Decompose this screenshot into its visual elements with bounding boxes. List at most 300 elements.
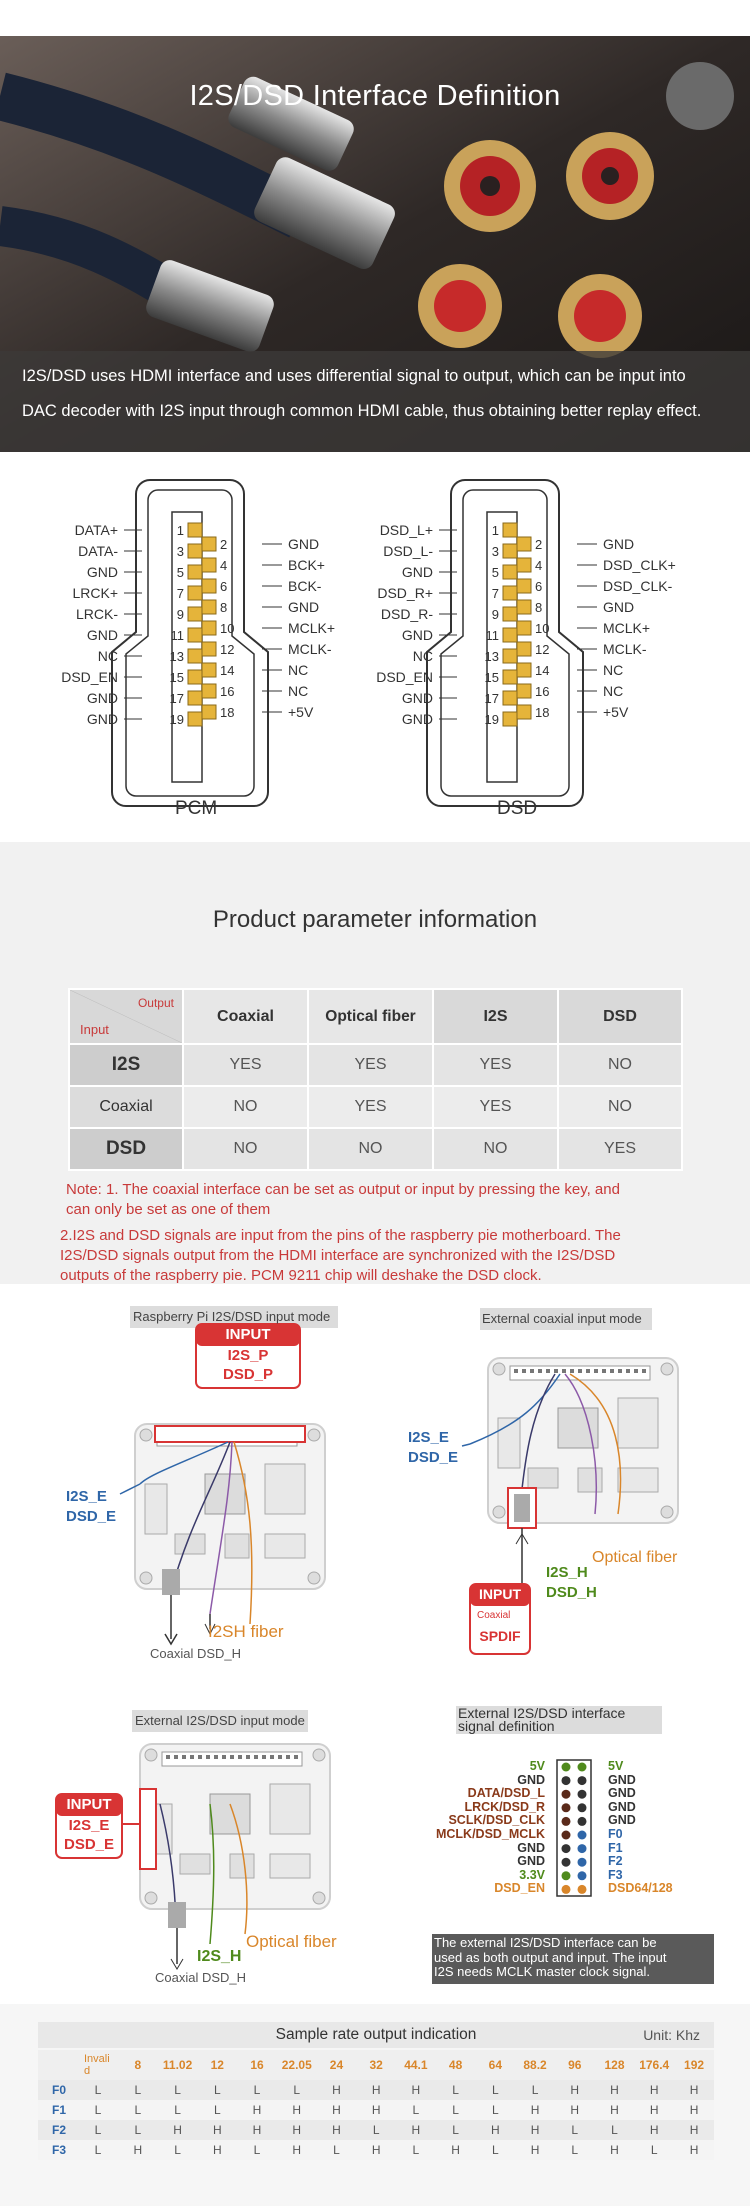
dsd-pin bbox=[517, 684, 531, 698]
pcm-right-signal: GND bbox=[288, 599, 320, 615]
note-line: outputs of the raspberry pie. PCM 9211 chip will deshake the DSD clock. bbox=[60, 1267, 542, 1284]
diagram4-left-signals bbox=[380, 1760, 545, 1896]
header-pin-dot bbox=[562, 1790, 571, 1799]
table-cell: H bbox=[118, 2140, 158, 2160]
table-cell: YES bbox=[308, 1044, 433, 1086]
header-pin-dot bbox=[578, 1763, 587, 1772]
hero-description bbox=[0, 351, 750, 452]
dsd-pin-number: 8 bbox=[535, 600, 543, 615]
column-header: 88.2 bbox=[515, 2050, 555, 2080]
pcm-left-signal: DATA+ bbox=[74, 522, 118, 538]
dsd-pin-number: 15 bbox=[484, 670, 499, 685]
column-header: 176.4 bbox=[634, 2050, 674, 2080]
dsd-pin bbox=[517, 663, 531, 677]
corner-output-label: Output bbox=[137, 996, 174, 1010]
hdmi-pinout-diagrams bbox=[0, 452, 750, 842]
diagram2-dsd-h: DSD_H bbox=[546, 1584, 597, 1601]
header-pin-dot bbox=[562, 1803, 571, 1812]
header-pin-dot bbox=[562, 1817, 571, 1826]
diagram1-fiber-label: I2SH fiber bbox=[208, 1622, 284, 1641]
table-cell: H bbox=[396, 2120, 436, 2140]
table-cell: H bbox=[356, 2140, 396, 2160]
table-cell: H bbox=[515, 2120, 555, 2140]
header-pin-dot bbox=[578, 1817, 587, 1826]
column-header: 96 bbox=[555, 2050, 595, 2080]
dsd-pin-number: 1 bbox=[491, 523, 499, 538]
header-pin-dot bbox=[562, 1763, 571, 1772]
table-cell: H bbox=[277, 2100, 317, 2120]
pcm-left-signal: GND bbox=[86, 690, 118, 706]
table-row bbox=[38, 2120, 714, 2140]
table-cell: H bbox=[158, 2120, 198, 2140]
dsd-pin-number: 17 bbox=[484, 691, 499, 706]
rates-title: Sample rate output indication bbox=[275, 2026, 477, 2043]
signal-label: GND bbox=[517, 1854, 545, 1869]
connection-diagrams-art bbox=[0, 1284, 750, 2004]
diagram2-input-spdif: SPDIF bbox=[479, 1628, 521, 1644]
table-cell: H bbox=[436, 2140, 476, 2160]
dsd-pin bbox=[517, 600, 531, 614]
table-cell: H bbox=[555, 2080, 595, 2100]
pcm-pin bbox=[202, 621, 216, 635]
connection-diagrams-section bbox=[0, 1284, 750, 2004]
pcm-left-signal: NC bbox=[97, 648, 118, 664]
table-cell: L bbox=[158, 2140, 198, 2160]
pcm-pin-number: 4 bbox=[220, 558, 228, 573]
table-row bbox=[38, 2140, 714, 2160]
pcm-right-signal: BCK- bbox=[288, 578, 322, 594]
table-cell: NO bbox=[433, 1128, 558, 1170]
table-cell: H bbox=[515, 2100, 555, 2120]
note-line: Note: 1. The coaxial interface can be set as output or input by pressing the key, and bbox=[66, 1181, 620, 1198]
params-title: Product parameter information bbox=[212, 906, 538, 933]
dsd-pin-number: 13 bbox=[484, 649, 499, 664]
column-header: I2S bbox=[433, 989, 558, 1044]
pcm-pin-number: 14 bbox=[220, 663, 235, 678]
note-1 bbox=[66, 1180, 676, 1220]
header-line: Invali bbox=[84, 2053, 110, 2065]
pcm-pin-number: 6 bbox=[220, 579, 228, 594]
table-cell: L bbox=[475, 2080, 515, 2100]
diagram2-input-sub: Coaxial bbox=[477, 1610, 511, 1621]
table-row bbox=[38, 2080, 714, 2100]
dsd-right-signal: GND bbox=[603, 536, 635, 552]
signal-label: F1 bbox=[608, 1840, 623, 1855]
pcm-pin-number: 13 bbox=[169, 649, 184, 664]
header-pin-dot bbox=[562, 1776, 571, 1785]
row-header: F0 bbox=[38, 2080, 78, 2100]
diagram3-title: External I2S/DSD input mode bbox=[135, 1713, 305, 1728]
table-cell: YES bbox=[308, 1086, 433, 1128]
dsd-pin bbox=[503, 628, 517, 642]
header-pin-dot bbox=[578, 1871, 587, 1880]
column-header: 16 bbox=[237, 2050, 277, 2080]
signal-label: 5V bbox=[529, 1759, 545, 1773]
table-cell: L bbox=[475, 2140, 515, 2160]
table-cell: YES bbox=[183, 1044, 308, 1086]
signal-label: DSD64/128 bbox=[608, 1881, 673, 1896]
column-header: 24 bbox=[317, 2050, 357, 2080]
signal-label: 5V bbox=[608, 1759, 624, 1773]
table-cell: L bbox=[436, 2100, 476, 2120]
table-cell: H bbox=[237, 2100, 277, 2120]
table-cell: L bbox=[634, 2140, 674, 2160]
column-header: 32 bbox=[356, 2050, 396, 2080]
dsd-pin bbox=[517, 579, 531, 593]
dsd-pin bbox=[503, 523, 517, 537]
pcm-pin bbox=[188, 544, 202, 558]
pcm-right-signal: GND bbox=[288, 536, 320, 552]
diagram3-coax-label: Coaxial DSD_H bbox=[155, 1970, 247, 1985]
diagram4-note-line: used as both output and input. The input bbox=[434, 1949, 667, 1965]
dsd-connector bbox=[376, 480, 676, 806]
pcm-pin bbox=[188, 691, 202, 705]
diagram1-input-i2s: I2S_P bbox=[227, 1347, 269, 1364]
table-cell: H bbox=[356, 2100, 396, 2120]
pcm-pin bbox=[202, 558, 216, 572]
dsd-left-signal: NC bbox=[412, 648, 433, 664]
pcm-right-signal: +5V bbox=[288, 704, 314, 720]
pcm-pin bbox=[202, 600, 216, 614]
pcm-pin-number: 5 bbox=[176, 565, 184, 580]
row-header: F2 bbox=[38, 2120, 78, 2140]
corner-input-label: Input bbox=[80, 1022, 109, 1037]
dsd-pin bbox=[503, 649, 517, 663]
row-header: DSD bbox=[69, 1128, 183, 1170]
table-cell: H bbox=[317, 2080, 357, 2100]
dsd-pin-number: 12 bbox=[535, 642, 550, 657]
pcm-left-signal: GND bbox=[86, 627, 118, 643]
table-cell: H bbox=[277, 2140, 317, 2160]
dsd-pin-number: 4 bbox=[535, 558, 543, 573]
table-cell: H bbox=[515, 2140, 555, 2160]
dsd-pin-number: 16 bbox=[535, 684, 550, 699]
diagram2-output-i2s: I2S_E bbox=[408, 1429, 449, 1446]
header-pin-dot bbox=[578, 1803, 587, 1812]
dsd-pin-number: 18 bbox=[535, 705, 550, 720]
row-header: I2S bbox=[69, 1044, 183, 1086]
diagram4-note-line: I2S needs MCLK master clock signal. bbox=[434, 1964, 651, 1979]
dsd-pin bbox=[503, 565, 517, 579]
dsd-pin-number: 7 bbox=[491, 586, 499, 601]
table-cell: YES bbox=[558, 1128, 682, 1170]
column-header: 64 bbox=[475, 2050, 515, 2080]
column-header: 8 bbox=[118, 2050, 158, 2080]
pcm-pin bbox=[202, 663, 216, 677]
dsd-left-signal: DSD_EN bbox=[376, 669, 433, 685]
diagram1-input-dsd: DSD_P bbox=[222, 1366, 274, 1383]
diagram1-output-i2s: I2S_E bbox=[66, 1488, 107, 1505]
table-cell: L bbox=[555, 2120, 595, 2140]
diagram4-title bbox=[458, 1707, 625, 1733]
table-cell: L bbox=[78, 2100, 118, 2120]
table-cell: NO bbox=[308, 1128, 433, 1170]
pcm-pin bbox=[202, 684, 216, 698]
pcm-pin-number: 12 bbox=[220, 642, 235, 657]
table-cell: L bbox=[515, 2080, 555, 2100]
diagram4-title-line: signal definition bbox=[458, 1718, 555, 1734]
table-cell: L bbox=[436, 2120, 476, 2140]
hero-banner bbox=[0, 36, 750, 452]
hero-description-line: I2S/DSD uses HDMI interface and uses differential signal to output, which can be input into bbox=[22, 367, 686, 385]
header-pin-dot bbox=[562, 1844, 571, 1853]
signal-label: MCLK/DSD_MCLK bbox=[435, 1826, 545, 1841]
table-row bbox=[38, 2050, 714, 2080]
table-cell: H bbox=[634, 2120, 674, 2140]
diagram3-fiber-label: Optical fiber bbox=[246, 1932, 337, 1951]
dsd-pin bbox=[503, 586, 517, 600]
table-cell: L bbox=[436, 2080, 476, 2100]
sample-rate-table bbox=[38, 2050, 714, 2160]
parameter-table bbox=[68, 988, 683, 1171]
table-cell: L bbox=[396, 2140, 436, 2160]
pcm-pin-number: 16 bbox=[220, 684, 235, 699]
column-header: 11.02 bbox=[158, 2050, 198, 2080]
dsd-right-signal: DSD_CLK- bbox=[603, 578, 673, 594]
dsd-pin-number: 11 bbox=[485, 628, 499, 643]
dsd-pin bbox=[517, 558, 531, 572]
diagram2-output-dsd: DSD_E bbox=[408, 1449, 459, 1466]
table-cell: L bbox=[595, 2120, 635, 2140]
pcm-pin-number: 3 bbox=[176, 544, 184, 559]
rates-unit: Unit: Khz bbox=[643, 2027, 700, 2043]
diagram1-input-label: INPUT bbox=[225, 1326, 271, 1343]
diagram3-input-i2s: I2S_E bbox=[68, 1817, 110, 1834]
pcm-right-signal: MCLK+ bbox=[288, 620, 336, 636]
diagram1-title: Raspberry Pi I2S/DSD input mode bbox=[133, 1309, 331, 1324]
column-header: 192 bbox=[674, 2050, 714, 2080]
dsd-pin bbox=[503, 691, 517, 705]
signal-label: GND bbox=[608, 1786, 636, 1801]
diagram3-input-label: INPUT bbox=[66, 1796, 112, 1813]
pcm-pin-number: 17 bbox=[169, 691, 184, 706]
table-cell: L bbox=[158, 2100, 198, 2120]
header-pin-dot bbox=[578, 1831, 587, 1840]
table-cell: H bbox=[595, 2080, 635, 2100]
dsd-right-signal: GND bbox=[603, 599, 635, 615]
dsd-pin-number: 6 bbox=[535, 579, 543, 594]
hdmi-pinout-section bbox=[0, 452, 750, 842]
note-2 bbox=[60, 1226, 680, 1286]
diagram1-coax-label: Coaxial DSD_H bbox=[150, 1646, 242, 1661]
table-cell: H bbox=[634, 2100, 674, 2120]
table-cell: H bbox=[396, 2080, 436, 2100]
pcm-pin-number: 11 bbox=[170, 628, 184, 643]
pcm-pin bbox=[188, 523, 202, 537]
product-parameters-section bbox=[0, 842, 750, 1284]
signal-label: SCLK/DSD_CLK bbox=[448, 1813, 545, 1828]
table-cell: H bbox=[317, 2100, 357, 2120]
pcm-caption: PCM bbox=[175, 798, 218, 819]
dsd-pin bbox=[503, 670, 517, 684]
table-cell: H bbox=[317, 2120, 357, 2140]
diagram4-note bbox=[434, 1936, 714, 1980]
diagram1-output-dsd: DSD_E bbox=[66, 1508, 117, 1525]
table-cell: L bbox=[118, 2120, 158, 2140]
table-cell: L bbox=[317, 2140, 357, 2160]
dsd-right-signal: MCLK- bbox=[603, 641, 647, 657]
table-cell: YES bbox=[433, 1044, 558, 1086]
signal-label: DATA/DSD_L bbox=[467, 1786, 545, 1801]
diagram2-title: External coaxial input mode bbox=[482, 1311, 642, 1326]
pcm-pin bbox=[188, 649, 202, 663]
row-header: F1 bbox=[38, 2100, 78, 2120]
pcm-pin bbox=[202, 642, 216, 656]
header-pin-dot bbox=[578, 1885, 587, 1894]
table-cell: L bbox=[237, 2080, 277, 2100]
pcm-right-signal: BCK+ bbox=[288, 557, 325, 573]
signal-label: F2 bbox=[608, 1854, 623, 1869]
column-header: 12 bbox=[197, 2050, 237, 2080]
dsd-pin bbox=[503, 712, 517, 726]
pcm-pin bbox=[202, 705, 216, 719]
pcm-left-signal: DATA- bbox=[78, 543, 118, 559]
signal-label: GND bbox=[608, 1813, 636, 1828]
dsd-pin bbox=[517, 621, 531, 635]
table-cell: L bbox=[555, 2140, 595, 2160]
dsd-pin-number: 5 bbox=[491, 565, 499, 580]
signal-label: F3 bbox=[608, 1867, 623, 1882]
pcm-connector bbox=[61, 480, 335, 806]
dsd-left-signal: GND bbox=[401, 627, 433, 643]
pcm-pin-number: 9 bbox=[176, 607, 184, 622]
table-cell: H bbox=[277, 2120, 317, 2140]
pcm-pin-number: 19 bbox=[169, 712, 184, 727]
dsd-pin bbox=[503, 544, 517, 558]
table-cell: L bbox=[356, 2120, 396, 2140]
signal-label: DSD_EN bbox=[494, 1881, 545, 1896]
table-cell: H bbox=[674, 2140, 714, 2160]
diagram2-fiber-label: Optical fiber bbox=[592, 1549, 678, 1566]
pcm-pin-number: 2 bbox=[220, 537, 228, 552]
row-header: Coaxial bbox=[69, 1086, 183, 1128]
pcm-right-signal: NC bbox=[288, 683, 309, 699]
column-header: 22.05 bbox=[277, 2050, 317, 2080]
pcm-pin-number: 10 bbox=[220, 621, 235, 636]
table-corner bbox=[69, 989, 183, 1044]
pcm-right-signal: NC bbox=[288, 662, 309, 678]
table-cell: L bbox=[396, 2100, 436, 2120]
pcm-pin bbox=[202, 579, 216, 593]
diagram4-note-line: The external I2S/DSD interface can be bbox=[434, 1935, 657, 1950]
table-cell: L bbox=[78, 2120, 118, 2140]
header-pin-dot bbox=[562, 1858, 571, 1867]
pcm-left-signal: DSD_EN bbox=[61, 669, 118, 685]
dsd-pin-number: 3 bbox=[491, 544, 499, 559]
table-cell: L bbox=[118, 2100, 158, 2120]
pcm-pin-number: 18 bbox=[220, 705, 235, 720]
dsd-right-signal: DSD_CLK+ bbox=[603, 557, 676, 573]
dsd-left-signal: DSD_R+ bbox=[377, 585, 433, 601]
pcm-left-signal: GND bbox=[86, 564, 118, 580]
dsd-right-signal: NC bbox=[603, 662, 624, 678]
table-cell: NO bbox=[183, 1128, 308, 1170]
table-cell: H bbox=[475, 2120, 515, 2140]
table-cell: L bbox=[78, 2140, 118, 2160]
table-cell: NO bbox=[558, 1044, 682, 1086]
dsd-pin-number: 19 bbox=[484, 712, 499, 727]
table-cell: YES bbox=[433, 1086, 558, 1128]
dsd-caption: DSD bbox=[497, 798, 538, 819]
column-header: Optical fiber bbox=[308, 989, 433, 1044]
table-row bbox=[38, 2100, 714, 2120]
diagram3-input-dsd: DSD_E bbox=[63, 1836, 115, 1853]
pcm-pin bbox=[188, 565, 202, 579]
table-cell: H bbox=[356, 2080, 396, 2100]
note-line: 2.I2S and DSD signals are input from the pins of the raspberry pie motherboard. The bbox=[60, 1227, 621, 1244]
header-pin-dot bbox=[578, 1790, 587, 1799]
pcm-pin-number: 8 bbox=[220, 600, 228, 615]
diagram4-title-line: External I2S/DSD interface bbox=[458, 1705, 626, 1721]
dsd-left-signal: DSD_R- bbox=[380, 606, 433, 622]
header-line: d bbox=[84, 2065, 91, 2077]
dsd-right-signal: NC bbox=[603, 683, 624, 699]
diagram3-i2s-h: I2S_H bbox=[197, 1948, 242, 1965]
column-header: DSD bbox=[558, 989, 682, 1044]
header-pin-dot bbox=[578, 1776, 587, 1785]
dsd-left-signal: DSD_L+ bbox=[379, 522, 433, 538]
pcm-pin bbox=[188, 670, 202, 684]
dsd-left-signal: GND bbox=[401, 711, 433, 727]
dsd-left-signal: DSD_L- bbox=[383, 543, 433, 559]
dsd-pin bbox=[517, 537, 531, 551]
pcm-pin bbox=[202, 537, 216, 551]
pcm-pin bbox=[188, 586, 202, 600]
row-header: F3 bbox=[38, 2140, 78, 2160]
table-cell: L bbox=[78, 2080, 118, 2100]
pcm-pin-number: 15 bbox=[169, 670, 184, 685]
pcm-pin bbox=[188, 712, 202, 726]
table-cell: H bbox=[237, 2120, 277, 2140]
signal-label: 3.3V bbox=[519, 1867, 545, 1882]
rates-title-bar bbox=[38, 2022, 714, 2048]
dsd-pin bbox=[517, 705, 531, 719]
table-cell: L bbox=[277, 2080, 317, 2100]
diagram4-right-signals bbox=[608, 1760, 718, 1896]
signal-label: F0 bbox=[608, 1826, 623, 1841]
dsd-pin bbox=[517, 642, 531, 656]
pcm-left-signal: LRCK+ bbox=[72, 585, 118, 601]
table-cell: L bbox=[475, 2100, 515, 2120]
table-cell: NO bbox=[183, 1086, 308, 1128]
column-header: 48 bbox=[436, 2050, 476, 2080]
table-cell: H bbox=[674, 2080, 714, 2100]
dsd-right-signal: +5V bbox=[603, 704, 629, 720]
table-cell: L bbox=[197, 2100, 237, 2120]
dsd-pin-number: 2 bbox=[535, 537, 543, 552]
signal-label: GND bbox=[517, 1772, 545, 1787]
dsd-pin-number: 9 bbox=[491, 607, 499, 622]
column-header: 128 bbox=[595, 2050, 635, 2080]
pcm-pin bbox=[188, 607, 202, 621]
table-cell: L bbox=[118, 2080, 158, 2100]
dsd-pin bbox=[503, 607, 517, 621]
pcm-pin-number: 7 bbox=[176, 586, 184, 601]
pcm-left-signal: GND bbox=[86, 711, 118, 727]
dsd-left-signal: GND bbox=[401, 690, 433, 706]
signal-label: GND bbox=[608, 1772, 636, 1787]
hero-title: I2S/DSD Interface Definition bbox=[189, 80, 561, 112]
header-pin-dot bbox=[578, 1858, 587, 1867]
column-header: Coaxial bbox=[183, 989, 308, 1044]
table-cell: L bbox=[158, 2080, 198, 2100]
signal-label: GND bbox=[517, 1840, 545, 1855]
table-cell: H bbox=[595, 2140, 635, 2160]
table-cell: H bbox=[197, 2120, 237, 2140]
header-pin-dot bbox=[562, 1885, 571, 1894]
table-cell: NO bbox=[558, 1086, 682, 1128]
dsd-pin-number: 14 bbox=[535, 663, 550, 678]
